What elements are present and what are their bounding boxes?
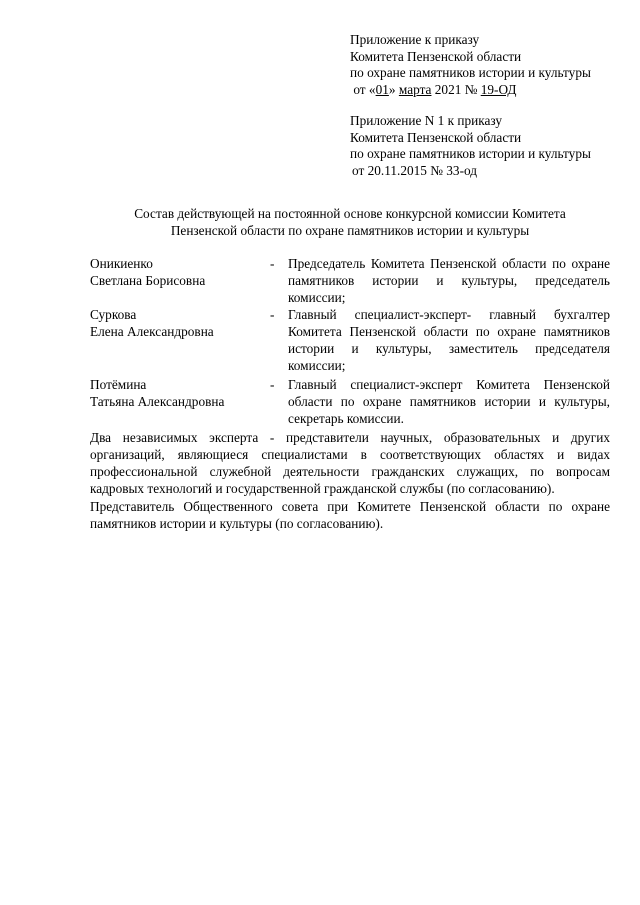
member-role: Главный специалист-эксперт Комитета Пензенской области по охране памятников истории и культуры, секретарь комиссии. <box>288 377 610 426</box>
member-row <box>90 376 610 426</box>
commission-members <box>90 255 610 427</box>
order-year: 2021 № <box>431 81 478 97</box>
appendix-current-line1: Приложение к приказу <box>350 32 480 47</box>
appendix-original-line1: Приложение N 1 к приказу <box>350 113 503 128</box>
experts-paragraph: Два независимых эксперта - представители научных, образовательных и других организаций, являющиеся специалистами в соответствующих областях и видах профессиональной служебной деятельности гражданских служащих, по вопросам кадровых технологий и государственной гражданской службы (по согласованию). <box>90 430 610 496</box>
member-name <box>90 255 270 289</box>
appendix-current-date-line <box>350 82 591 99</box>
appendix-original-order <box>350 113 591 179</box>
appendix-original-line2: Комитета Пензенской области <box>350 129 522 145</box>
member-surname: Суркова <box>90 307 137 322</box>
member-dash: - <box>270 256 275 271</box>
date-mid: » <box>388 81 399 97</box>
date-prefix: от « <box>353 81 376 97</box>
member-given-names: Елена Александровна <box>90 324 214 339</box>
appendix-original-line4: от 20.11.2015 № 33-од <box>352 162 478 178</box>
member-given-names: Татьяна Александровна <box>90 394 225 409</box>
member-surname: Оникиенко <box>90 256 153 271</box>
member-row <box>90 255 610 305</box>
order-month: марта <box>398 81 432 97</box>
public-council-paragraph: Представитель Общественного совета при Комитете Пензенской области по охране памятников истории и культуры (по согласованию). <box>90 499 610 531</box>
member-row <box>90 306 610 375</box>
appendix-current-line3: по охране памятников истории и культуры <box>350 65 591 80</box>
appendix-current-order <box>350 32 591 98</box>
appendix-current-line2: Комитета Пензенской области <box>350 48 522 64</box>
member-role: Главный специалист-эксперт- главный бухгалтер Комитета Пензенской области по охране памятников истории и культуры, заместитель председателя комиссии; <box>288 307 610 373</box>
order-number: 19-ОД <box>480 81 517 97</box>
member-dash: - <box>270 377 275 392</box>
order-day: 01 <box>375 81 389 97</box>
member-name <box>90 306 270 340</box>
appendix-original-line3: по охране памятников истории и культуры <box>350 146 591 161</box>
title-line2: Пензенской области по охране памятников истории и культуры <box>170 223 530 238</box>
member-name <box>90 376 270 410</box>
member-role: Председатель Комитета Пензенской области по охране памятников истории и культуры, председатель комиссии; <box>288 256 610 305</box>
title-line1: Состав действующей на постоянной основе конкурсной комиссии Комитета <box>134 206 566 221</box>
member-surname: Потёмина <box>90 377 147 392</box>
member-given-names: Светлана Борисовна <box>90 273 206 288</box>
member-dash: - <box>270 307 275 322</box>
document-title <box>90 205 610 239</box>
